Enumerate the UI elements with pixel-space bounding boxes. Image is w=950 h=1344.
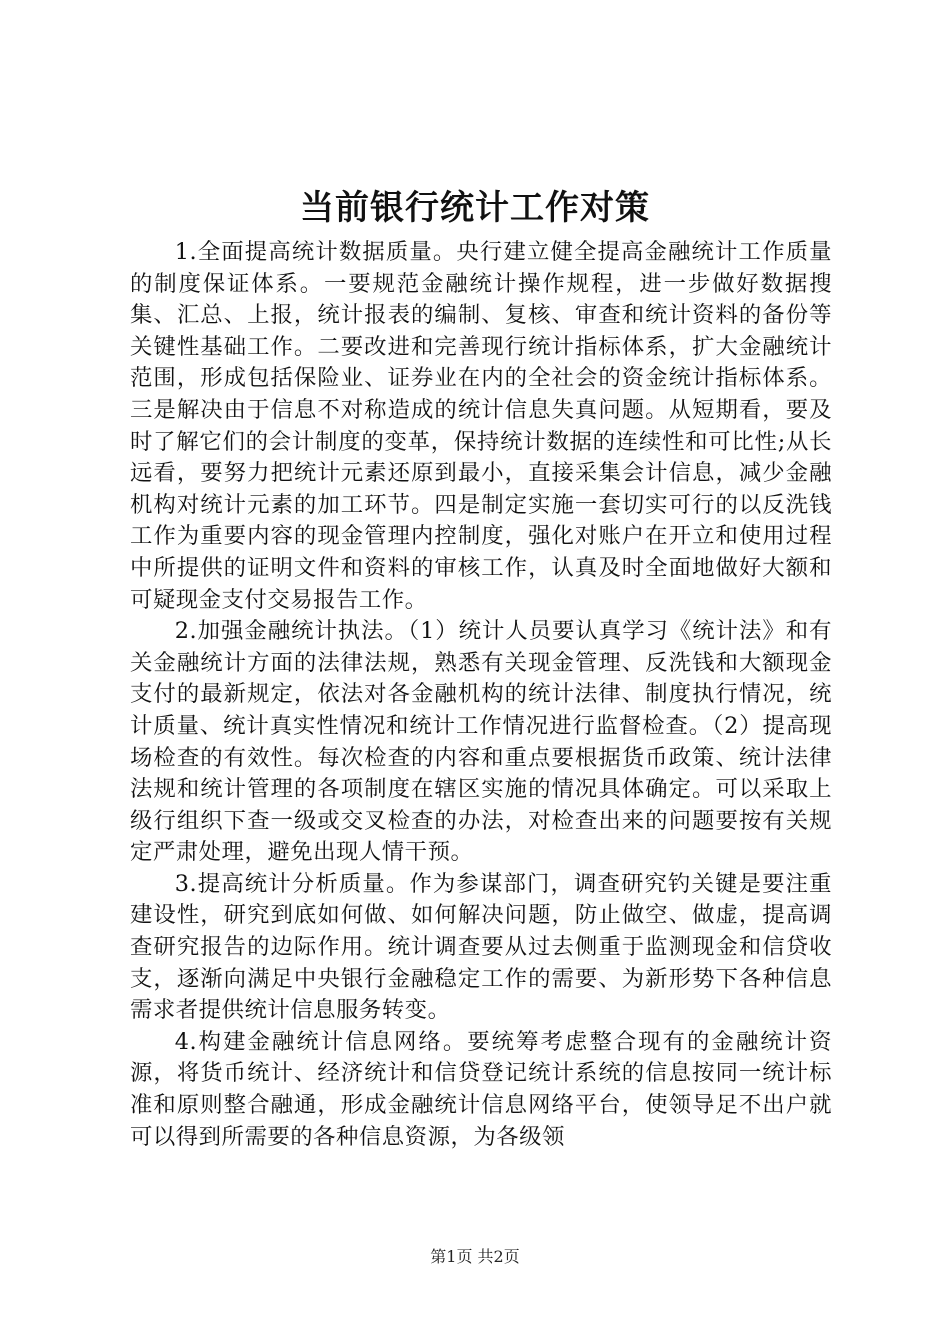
paragraph-4: 4.构建金融统计信息网络。要统筹考虑整合现有的金融统计资源，将货币统计、经济统计和信贷登记统计系统的信息按同一统计标准和原则整合融通，形成金融统计信息网络平台，使领导足不出户就可以得到所需要的各种信息资源，为各级领: [130, 1028, 832, 1150]
paragraph-1: 1.全面提高统计数据质量。央行建立健全提高金融统计工作质量的制度保证体系。一要规范金融统计操作规程，进一步做好数据搜集、汇总、上报，统计报表的编制、复核、审查和统计资料的备份等关键性基础工作。二要改进和完善现行统计指标体系，扩大金融统计范围，形成包括保险业、证券业在内的全社会的资金统计指标体系。三是解决由于信息不对称造成的统计信息失真问题。从短期看，要及时了解它们的会计制度的变革，保持统计数据的连续性和可比性;从长远看，要努力把统计元素还原到最小，直接采集会计信息，减少金融机构对统计元素的加工环节。四是制定实施一套切实可行的以反洗钱工作为重要内容的现金管理内控制度，强化对账户在开立和使用过程中所提供的证明文件和资料的审核工作，认真及时全面地做好大额和可疑现金支付交易报告工作。: [130, 239, 832, 613]
paragraph-3: 3.提高统计分析质量。作为参谋部门，调查研究钓关键是要注重建设性，研究到底如何做、如何解决问题，防止做空、做虚，提高调查研究报告的边际作用。统计调查要从过去侧重于监测现金和信贷收支，逐渐向满足中央银行金融稳定工作的需要、为新形势下各种信息需求者提供统计信息服务转变。: [130, 870, 832, 1024]
paragraph-2: 2.加强金融统计执法。（1）统计人员要认真学习《统计法》和有关金融统计方面的法律法规，熟悉有关现金管理、反洗钱和大额现金支付的最新规定，依法对各金融机构的统计法律、制度执行情况，统计质量、统计真实性情况和统计工作情况进行监督检查。（2）提高现场检查的有效性。每次检查的内容和重点要根据货币政策、统计法律法规和统计管理的各项制度在辖区实施的情况具体确定。可以采取上级行组织下查一级或交叉检查的办法，对检查出来的问题要按有关规定严肃处理，避免出现人情干预。: [130, 618, 832, 866]
page-indicator: 第1页 共2页: [430, 1247, 520, 1266]
document-body: [130, 237, 832, 1153]
document-title: 当前银行统计工作对策: [300, 188, 650, 228]
